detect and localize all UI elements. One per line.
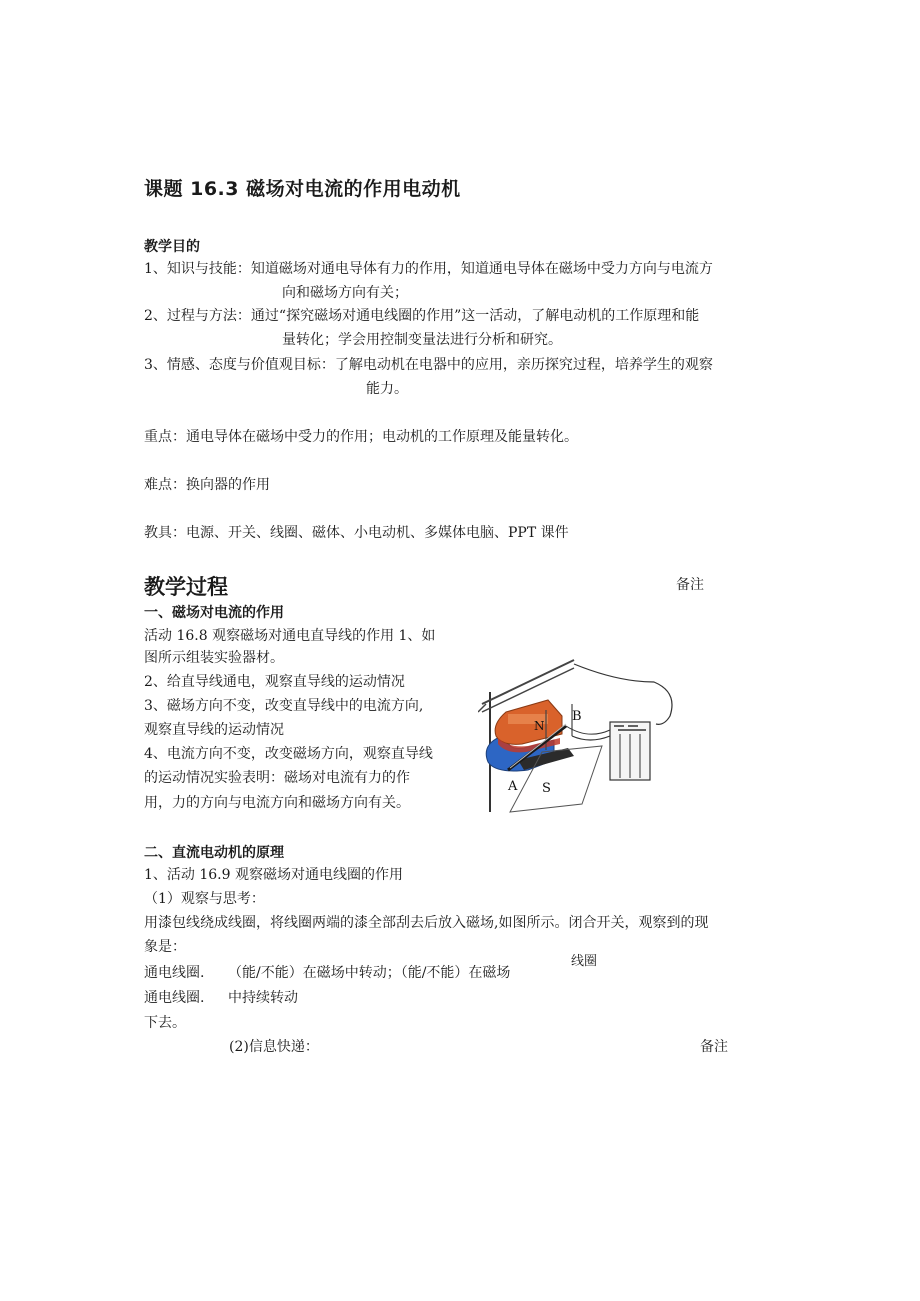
objective-2-line1: 2、过程与方法：通过“探究磁场对通电线圈的作用”这一活动，了解电动机的工作原理和能 [144,308,700,324]
lead-top [574,664,672,724]
section1-line: 活动 16.8 观察磁场对通电直导线的作用 1、如 [144,628,436,644]
section2-heading: 二、直流电动机的原理 [144,845,284,861]
label-n: N [534,719,545,733]
section1-line: 4、电流方向不变，改变磁场方向，观察直导线 [144,746,433,762]
objective-2-label: 2、过程与方法： [144,308,251,324]
key-point: 重点：通电导体在磁场中受力的作用；电动机的工作原理及能量转化。 [144,429,578,445]
difficulty: 难点：换向器的作用 [144,477,270,493]
remark-label: 备注 [676,577,704,593]
fill-line1-blank: （能/不能）在磁场中转动；（能/不能）在磁场 [228,965,511,981]
objective-3-line2: 能力。 [366,381,408,397]
section2-sub1: （1）观察与思考： [144,891,265,907]
fill-line2-prefix: 通电线圈. [144,990,205,1006]
page-title: 课题 16.3 磁场对电流的作用电动机 [144,178,461,200]
fill-line2-blank: 中持续转动 [228,990,298,1006]
label-a: A [508,779,518,794]
section1-line: 图所示组装实验器材。 [144,650,284,666]
section1-line: 3、磁场方向不变，改变直导线中的电流方向, [144,698,424,714]
fill-line3: 下去。 [144,1015,186,1031]
section1-heading: 一、磁场对电流的作用 [144,605,284,621]
teaching-tools: 教具：电源、开关、线圈、磁体、小电动机、多媒体电脑、PPT 课件 [144,525,569,541]
objective-1-line1: 1、知识与技能：知道磁场对通电导体有力的作用，知道通电导体在磁场中受力方向与电流方 [144,261,713,277]
objective-1-label: 1、知识与技能： [144,261,251,277]
stand-arm [482,660,574,704]
process-heading: 教学过程 [144,575,228,599]
experiment-figure [478,652,678,817]
label-b: B [572,709,582,724]
fill-line1-prefix: 通电线圈. [144,965,205,981]
section2-activity: 1、活动 16.9 观察磁场对通电线圈的作用 [144,867,403,883]
remark-label-2: 备注 [700,1039,728,1055]
section1-line: 2、给直导线通电，观察直导线的运动情况 [144,674,405,690]
section1-line: 的运动情况实验表明：磁场对电流有力的作 [144,770,410,786]
objective-3-label: 3、情感、态度与价值观目标： [144,357,335,373]
coil-label: 线圈 [571,954,598,969]
objective-2-line2: 量转化；学会用控制变量法进行分析和研究。 [282,332,562,348]
objectives-heading: 教学目的 [144,239,200,255]
section2-paragraph-line2: 象是： [144,939,186,955]
section1-line: 用，力的方向与电流方向和磁场方向有关。 [144,795,410,811]
section1-line: 观察直导线的运动情况 [144,722,284,738]
label-s: S [542,781,551,796]
section2-sub2: (2)信息快递： [229,1039,319,1055]
section2-paragraph-line1: 用漆包线绕成线圈，将线圈两端的漆全部刮去后放入磁场,如图所示。闭合开关，观察到的现 [144,915,709,931]
objective-3-line1: 3、情感、态度与价值观目标：了解电动机在电器中的应用，亲历探究过程，培养学生的观察 [144,357,713,373]
objective-1-line2: 向和磁场方向有关； [282,285,408,301]
